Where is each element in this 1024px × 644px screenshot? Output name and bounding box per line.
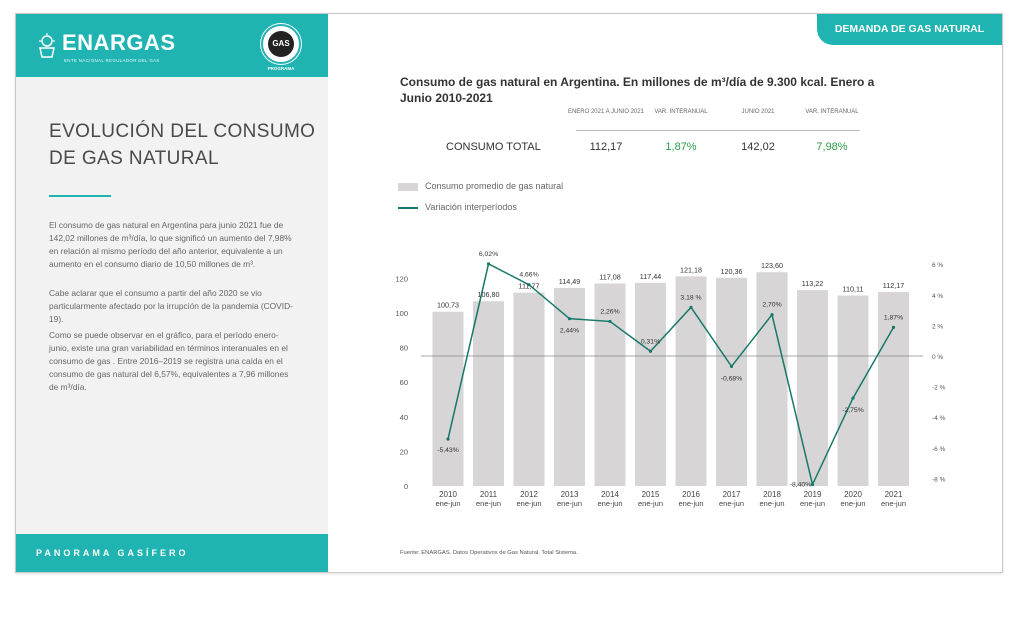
table-header-var-1: VAR. INTERANUAL — [654, 109, 708, 115]
variation-point-2020 — [851, 396, 854, 399]
x-label-2021: 2021 — [884, 490, 903, 499]
bar-label-2017: 120,36 — [720, 266, 743, 276]
x-label-2012: 2012 — [520, 490, 538, 499]
left-tick-80: 80 — [399, 343, 408, 353]
footer-label: PANORAMA GASÍFERO — [36, 548, 189, 558]
right-tick-6: 6 % — [932, 262, 944, 270]
variation-label-2016: 3,18 % — [680, 294, 702, 302]
variation-label-2017: -0,68% — [720, 375, 743, 383]
x-sublabel-2016: ene-jun — [678, 499, 704, 508]
bar-label-2010: 100,73 — [437, 300, 459, 310]
brand-subtitle: ENTE NACIONAL REGULADOR DEL GAS — [64, 58, 160, 63]
right-tick--8: -8 % — [932, 476, 946, 484]
x-label-2017: 2017 — [722, 490, 741, 499]
table-value-period: 112,17 — [589, 141, 623, 153]
right-tick--4: -4 % — [932, 415, 946, 423]
variation-point-2019 — [811, 483, 814, 486]
right-tick--2: -2 % — [932, 384, 946, 392]
table-value-june: 142,02 — [741, 141, 775, 153]
left-tick-120: 120 — [395, 274, 408, 284]
sidebar-paragraph-2: Cabe aclarar que el consumo a partir del año 2020 se vio particularmente afectado por la irrupción de la pandemia (COVID-19). — [49, 288, 293, 325]
variation-point-2015 — [649, 350, 652, 353]
variation-label-2020: -2,75% — [842, 407, 864, 415]
right-tick--6: -6 % — [932, 445, 946, 453]
variation-point-2011 — [487, 262, 490, 265]
bar-label-2016: 121,18 — [680, 265, 702, 275]
left-tick-60: 60 — [399, 378, 408, 388]
variation-label-2019: -8,40% — [789, 481, 812, 489]
bar-2010 — [433, 312, 464, 486]
x-sublabel-2017: ene-jun — [718, 499, 745, 508]
bar-label-2021: 112,17 — [882, 280, 905, 290]
x-sublabel-2021: ene-jun — [880, 499, 907, 508]
x-sublabel-2010: ene-jun — [435, 499, 461, 508]
bar-label-2014: 117,08 — [599, 272, 621, 282]
table-header-period: ENERO 2021 A JUNIO 2021 — [567, 109, 645, 115]
left-tick-100: 100 — [395, 309, 408, 318]
bar-label-2020: 110,11 — [842, 284, 864, 294]
seal-text: GAS — [268, 31, 294, 57]
x-sublabel-2014: ene-jun — [597, 499, 623, 508]
variation-point-2013 — [568, 317, 571, 320]
x-sublabel-2011: ene-jun — [475, 499, 502, 508]
bar-label-2015: 117,44 — [639, 271, 662, 281]
bar-2012 — [514, 293, 545, 486]
x-label-2013: 2013 — [560, 490, 579, 499]
x-label-2015: 2015 — [641, 490, 660, 499]
bar-2019 — [797, 290, 828, 486]
variation-point-2018 — [770, 313, 773, 316]
variation-label-2018: 2,70% — [762, 301, 782, 309]
table-value-var-2: 7,98% — [816, 141, 848, 153]
left-tick-0: 0 — [403, 482, 408, 491]
chart-title: Consumo de gas natural en Argentina. En millones de m³/día de 9.300 kcal. Enero a Junio 2010-2021 — [400, 75, 875, 105]
right-tick-0: 0 % — [932, 354, 944, 361]
bar-label-2013: 114,49 — [558, 276, 581, 286]
variation-point-2010 — [446, 437, 449, 440]
bar-label-2018: 123,60 — [761, 261, 783, 271]
bars-group — [433, 272, 910, 486]
variation-label-2014: 2,26% — [600, 308, 620, 316]
x-sublabel-2015: ene-jun — [637, 499, 664, 508]
sidebar-title: EVOLUCIÓN DEL CONSUMO DE GAS NATURAL — [49, 121, 316, 169]
combo-chart — [16, 14, 1002, 572]
bar-label-2019: 113,22 — [801, 279, 824, 289]
x-sublabel-2012: ene-jun — [516, 499, 542, 508]
legend-line-label: Variación interperíodos — [425, 202, 517, 212]
brand-name: ENARGAS — [62, 30, 176, 55]
x-label-2016: 2016 — [682, 490, 700, 499]
x-label-2019: 2019 — [803, 490, 822, 499]
source-note: Fuente: ENARGAS. Datos Operativos de Gas Natural. Total Sistema. — [400, 550, 578, 556]
x-sublabel-2018: ene-jun — [759, 499, 785, 508]
x-label-2011: 2011 — [479, 490, 498, 499]
table-header-june: JUNIO 2021 — [741, 109, 775, 115]
x-label-2020: 2020 — [844, 490, 862, 499]
variation-label-2015: 0,31% — [640, 338, 661, 346]
left-tick-20: 20 — [399, 447, 408, 457]
x-label-2018: 2018 — [763, 490, 781, 499]
bar-2015 — [635, 283, 666, 486]
variation-label-2021: 1,87% — [883, 314, 904, 322]
legend-bar-label: Consumo promedio de gas natural — [425, 181, 564, 191]
variation-label-2012: 4,66% — [519, 271, 539, 279]
variation-label-2013: 2,44% — [559, 327, 580, 335]
variation-label-2011: 6,02% — [478, 250, 499, 258]
right-tick-2: 2 % — [932, 323, 944, 331]
sidebar-paragraph-1: El consumo de gas natural en Argentina para junio 2021 fue de 142,02 millones de m³/día, lo que significó un aumento del 7,98% en relación al mismo período del año anterior, equivalente a un aumento en el consumo diario de 10,50 millones de m³. — [49, 220, 292, 270]
variation-point-2021 — [892, 326, 895, 329]
table-row-label: CONSUMO TOTAL — [446, 141, 541, 153]
sidebar-paragraph-3: Como se puede observar en el gráfico, para el período enero-junio, existe una gran variabilidad en términos interanuales en el consumo de gas . Entre 2016–2019 se registra una caída en el consumo de gas natural del 6,57%, equivalentes a 7,96 millones de m³/día. — [49, 330, 289, 393]
variation-point-2014 — [608, 320, 611, 323]
variation-label-2010: -5,43% — [437, 447, 459, 455]
bar-2020 — [838, 296, 869, 486]
variation-point-2016 — [689, 306, 692, 309]
table-value-var-1: 1,87% — [665, 141, 697, 153]
slide — [15, 13, 1003, 573]
x-sublabel-2019: ene-jun — [799, 499, 826, 508]
x-sublabel-2020: ene-jun — [840, 499, 866, 508]
x-label-2010: 2010 — [439, 490, 457, 499]
bar-label-2012: 111,77 — [518, 281, 540, 291]
right-tick-4: 4 % — [932, 292, 944, 300]
x-sublabel-2013: ene-jun — [556, 499, 583, 508]
section-badge: DEMANDA DE GAS NATURAL — [817, 14, 1002, 45]
table-header-var-2: VAR. INTERANUAL — [805, 109, 859, 115]
seal-label: PROGRAMA — [267, 66, 295, 71]
bar-2011 — [473, 301, 504, 486]
x-label-2014: 2014 — [601, 490, 619, 499]
bar-label-2011: 106,80 — [477, 290, 500, 300]
variation-point-2017 — [730, 365, 733, 368]
labels-group — [437, 251, 904, 489]
left-tick-40: 40 — [399, 412, 408, 422]
